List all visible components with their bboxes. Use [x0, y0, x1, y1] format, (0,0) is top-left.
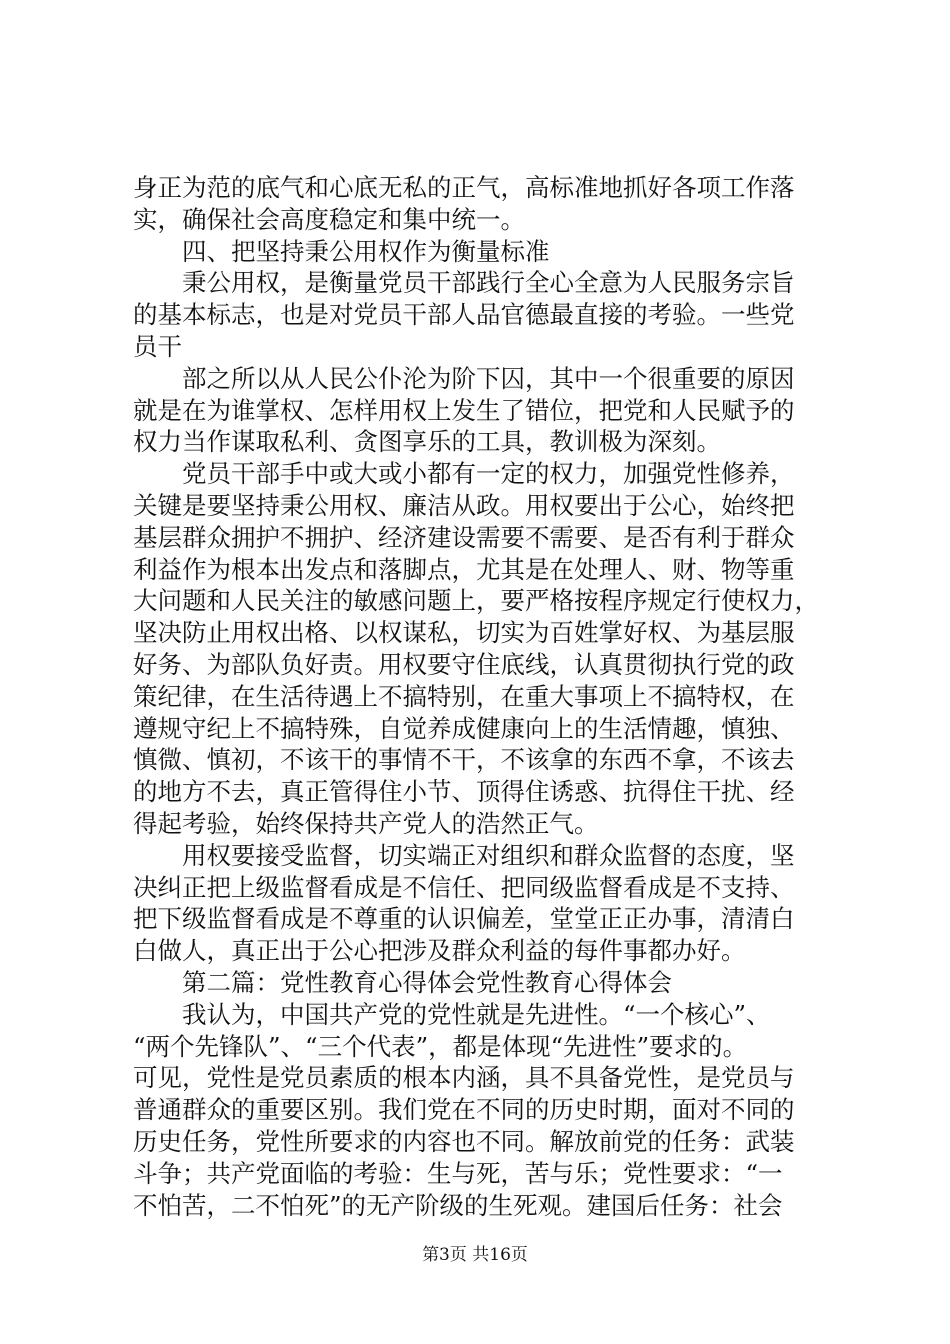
paragraph: [133, 999, 845, 1222]
text-line: “两个先锋队”、“三个代表”，都是体现“先进性”要求的。: [133, 1031, 748, 1061]
text-line: 基层群众拥护不拥护、经济建设需要不需要、是否有利于群众: [133, 522, 795, 552]
text-line: 四、把坚持秉公用权作为衡量标准: [182, 236, 550, 266]
section-heading: [133, 236, 845, 268]
text-line: 可见，党性是党员素质的根本内涵，具不具备党性，是党员与: [133, 1063, 795, 1093]
text-line: 不怕苦，二不怕死”的无产阶级的生死观。建国后任务：社会: [133, 1190, 783, 1220]
text-line: 大问题和人民关注的敏感问题上，要严格按程序规定行使权力，: [133, 586, 819, 616]
text-line: 实，确保社会高度稳定和集中统一。: [133, 204, 525, 234]
text-line: 就是在为谁掌权、怎样用权上发生了错位，把党和人民赋予的: [133, 395, 795, 425]
section-heading: [133, 967, 845, 999]
text-line: 员干: [133, 331, 182, 361]
text-line: 我认为，中国共产党的党性就是先进性。“一个核心”、: [182, 999, 771, 1029]
text-line: 秉公用权，是衡量党员干部践行全心全意为人民服务宗旨: [182, 268, 795, 298]
text-line: 权力当作谋取私利、贪图享乐的工具，教训极为深刻。: [133, 427, 721, 457]
text-line: 第二篇：党性教育心得体会党性教育心得体会: [182, 967, 672, 997]
text-line: 利益作为根本出发点和落脚点，尤其是在处理人、财、物等重: [133, 554, 795, 584]
text-line: 用权要接受监督，切实端正对组织和群众监督的态度，坚: [182, 840, 795, 870]
paragraph: [133, 363, 845, 458]
text-line: 党员干部手中或大或小都有一定的权力，加强党性修养，: [182, 459, 795, 489]
text-line: 好务、为部队负好责。用权要守住底线，认真贯彻执行党的政: [133, 649, 795, 679]
paragraph: [133, 840, 845, 967]
text-line: 斗争；共产党面临的考验：生与死，苦与乐；党性要求：“一: [133, 1158, 783, 1188]
text-line: 普通群众的重要区别。我们党在不同的历史时期，面对不同的: [133, 1095, 795, 1125]
text-line: 身正为范的底气和心底无私的正气，高标准地抓好各项工作落: [133, 173, 795, 202]
page-footer: 第3页 共16页: [422, 1245, 528, 1265]
text-line: 决纠正把上级监督看成是不信任、把同级监督看成是不支持、: [133, 872, 795, 902]
text-line: 把下级监督看成是不尊重的认识偏差，堂堂正正办事，清清白: [133, 904, 795, 934]
text-line: 的地方不去，真正管得住小节、顶得住诱惑、抗得住干扰、经: [133, 777, 795, 807]
paragraph: [133, 267, 845, 362]
paragraph: [133, 458, 845, 840]
text-line: 关键是要坚持秉公用权、廉洁从政。用权要出于公心，始终把: [133, 490, 795, 520]
text-line: 历史任务，党性所要求的内容也不同。解放前党的任务：武装: [133, 1126, 795, 1156]
text-line: 遵规守纪上不搞特殊，自觉养成健康向上的生活情趣，慎独、: [133, 713, 795, 743]
text-line: 白做人，真正出于公心把涉及群众利益的每件事都办好。: [133, 936, 746, 966]
text-line: 慎微、慎初，不该干的事情不干，不该拿的东西不拿，不该去: [133, 745, 795, 775]
paragraph-continuation: [133, 172, 845, 236]
document-body: [133, 172, 845, 1221]
text-line: 坚决防止用权出格、以权谋私，切实为百姓掌好权、为基层服: [133, 618, 795, 648]
text-line: 得起考验，始终保持共产党人的浩然正气。: [133, 808, 599, 838]
text-line: 策纪律，在生活待遇上不搞特别，在重大事项上不搞特权，在: [133, 681, 795, 711]
text-line: 部之所以从人民公仆沦为阶下囚，其中一个很重要的原因: [182, 363, 795, 393]
text-line: 的基本标志，也是对党员干部人品官德最直接的考验。一些党: [133, 300, 795, 330]
